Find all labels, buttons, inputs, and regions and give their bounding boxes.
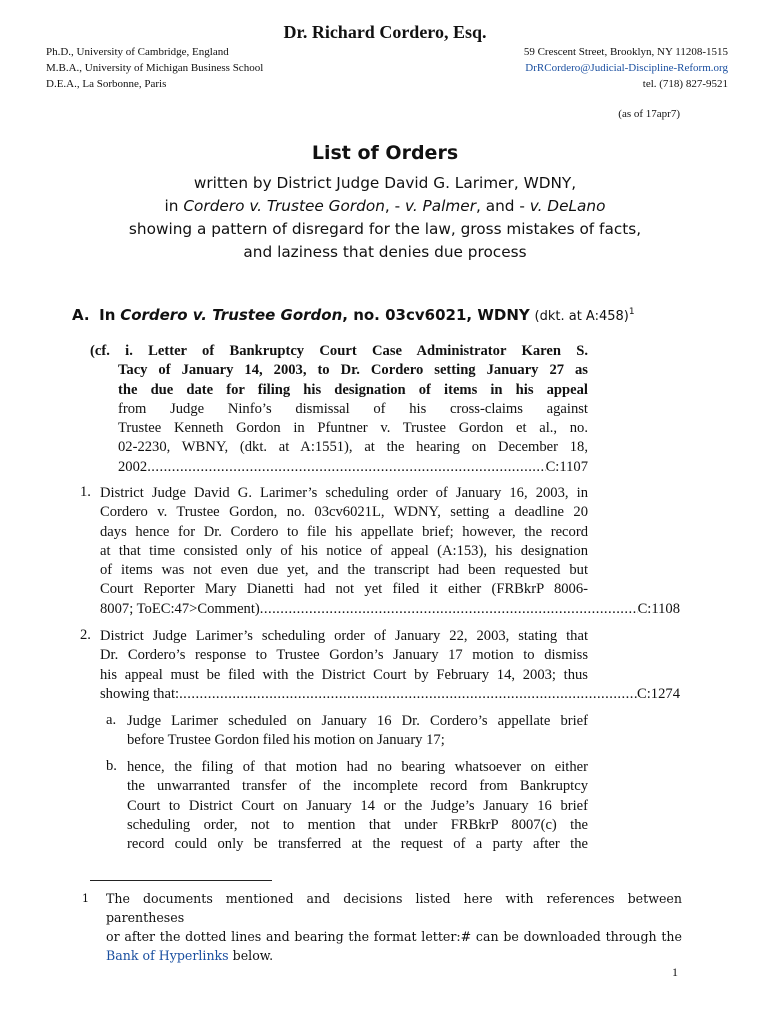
leader-line: 8007; ToEC:47>Comment) . . . C:1108 xyxy=(100,600,680,619)
text-line: before Trustee Gordon filed his motion on January 17; xyxy=(127,732,445,749)
author-contact xyxy=(524,44,728,92)
footnote-divider xyxy=(90,880,272,881)
list-letter: a. xyxy=(106,712,117,728)
text-line: record could only be transferred at the request of a party after the xyxy=(127,836,588,853)
list-letter: b. xyxy=(106,758,117,774)
text-line: scheduling order, not to mention that under FRBkrP 8007(c) the xyxy=(127,816,588,833)
text-line: District Judge David G. Larimer’s scheduling order of January 16, 2003, in xyxy=(100,485,588,501)
text-line: Court Reporter Mary Dianetti had not yet filed it either (FRBkrP 8006- xyxy=(100,581,588,598)
text-line: Tacy of January 14, 2003, to Dr. Cordero setting January 27 as xyxy=(118,362,588,379)
author-name: Dr. Richard Cordero, Esq. xyxy=(283,22,487,42)
bank-of-hyperlinks-link[interactable]: Bank of Hyperlinks xyxy=(106,948,229,963)
cf-paragraph xyxy=(90,342,588,477)
list-subitem xyxy=(127,712,588,751)
text-line: Trustee Kenneth Gordon in Pfuntner v. Trustee Gordon et al., no. xyxy=(118,420,588,437)
footnote-mark: 1 xyxy=(82,892,89,905)
degree-line: Ph.D., University of Cambridge, England xyxy=(46,46,229,58)
degree-line: D.E.A., La Sorbonne, Paris xyxy=(46,78,167,90)
text-line: Dr. Cordero’s response to Trustee Gordon’s January 17 motion to dismiss xyxy=(100,647,588,664)
text-line: days hence for Dr. Cordero to file his appellate brief; however, the record xyxy=(100,523,588,540)
section-heading: A. In Cordero v. Trustee Gordon, no. 03cv6021, WDNY (dkt. at A:458)$^1$ xyxy=(72,306,635,324)
exhibit-ref[interactable]: C:1274 xyxy=(637,685,680,702)
footnote-line: Bank of Hyperlinks below. xyxy=(106,948,274,963)
text-line: at that time consisted only of his notice of appeal (A:153), his designation xyxy=(100,542,588,559)
as-of-date: (as of 17apr7) xyxy=(618,108,680,120)
author-degrees xyxy=(46,44,263,92)
list-number: 1. xyxy=(80,484,91,500)
degree-line: M.B.A., University of Michigan Business School xyxy=(46,62,264,74)
footnote-line: 1 The documents mentioned and decisions listed here with references between parentheses xyxy=(82,891,682,925)
text-line: from Judge Ninfo’s dismissal of his cross-claims against xyxy=(118,400,588,417)
document-title: List of Orders xyxy=(311,142,459,164)
text-line: hence, the filing of that motion had no bearing whatsoever on either xyxy=(127,759,588,775)
page-number: 1 xyxy=(672,965,678,979)
document-subtitle xyxy=(0,172,770,264)
subtitle-line: showing a pattern of disregard for the law, gross mistakes of facts, xyxy=(128,220,642,238)
footnote-line: or after the dotted lines and bearing the format letter:# can be downloaded through the xyxy=(106,929,682,944)
text-line: of items was not even due yet, and the transcript had been requested but xyxy=(100,562,588,579)
list-subitem xyxy=(127,758,588,854)
exhibit-ref[interactable]: C:1107 xyxy=(545,458,588,475)
text-line: Judge Larimer scheduled on January 16 Dr. Cordero’s appellate brief xyxy=(127,713,588,729)
phone: tel. (718) 827-9521 xyxy=(642,78,728,90)
case-name: v. DeLano xyxy=(529,197,606,215)
text-line: (cf. i. Letter of Bankruptcy Court Case Administrator Karen S. xyxy=(90,343,588,359)
text-line: 02-2230, WBNY, (dkt. at A:1551), at the hearing on December 18, xyxy=(118,439,588,456)
case-name: Cordero v. Trustee Gordon xyxy=(120,306,343,324)
address: 59 Crescent Street, Brooklyn, NY 11208-1515 xyxy=(523,46,728,58)
footnote-ref[interactable]: 1 xyxy=(628,307,635,317)
text-line: his appeal must be filed with the District Court by February 14, 2003; thus xyxy=(100,666,588,683)
leader-line: showing that: . . . C:1274 xyxy=(100,685,680,704)
list-item xyxy=(100,484,680,619)
case-name: Cordero v. Trustee Gordon xyxy=(183,197,385,215)
list-item xyxy=(100,627,680,704)
subtitle-line: in Cordero v. Trustee Gordon, - v. Palmer, and - v. DeLano xyxy=(164,197,606,215)
exhibit-ref[interactable]: C:1108 xyxy=(637,600,680,617)
leader-line: 2002 . . . C:1107 xyxy=(90,458,588,477)
subtitle-line: and laziness that denies due process xyxy=(243,243,527,261)
email-link[interactable]: DrRCordero@Judicial-Discipline-Reform.org xyxy=(525,62,728,74)
footnote xyxy=(82,889,682,965)
text-line: District Judge Larimer’s scheduling order of January 22, 2003, stating that xyxy=(100,628,588,644)
list-number: 2. xyxy=(80,627,91,643)
docket-ref: (dkt. at A:458) xyxy=(534,309,629,324)
text-line: Court to District Court on January 14 or the Judge’s January 16 brief xyxy=(127,797,588,814)
text-line: the unwarranted transfer of the incomplete record from Bankruptcy xyxy=(127,778,588,795)
text-line: Cordero v. Trustee Gordon, no. 03cv6021L, WDNY, setting a deadline 20 xyxy=(100,504,588,521)
subtitle-line: written by District Judge David G. Larimer, WDNY, xyxy=(193,174,577,192)
text-line: the due date for filing his designation of items in his appeal xyxy=(118,381,588,398)
case-name: v. Palmer xyxy=(405,197,477,215)
